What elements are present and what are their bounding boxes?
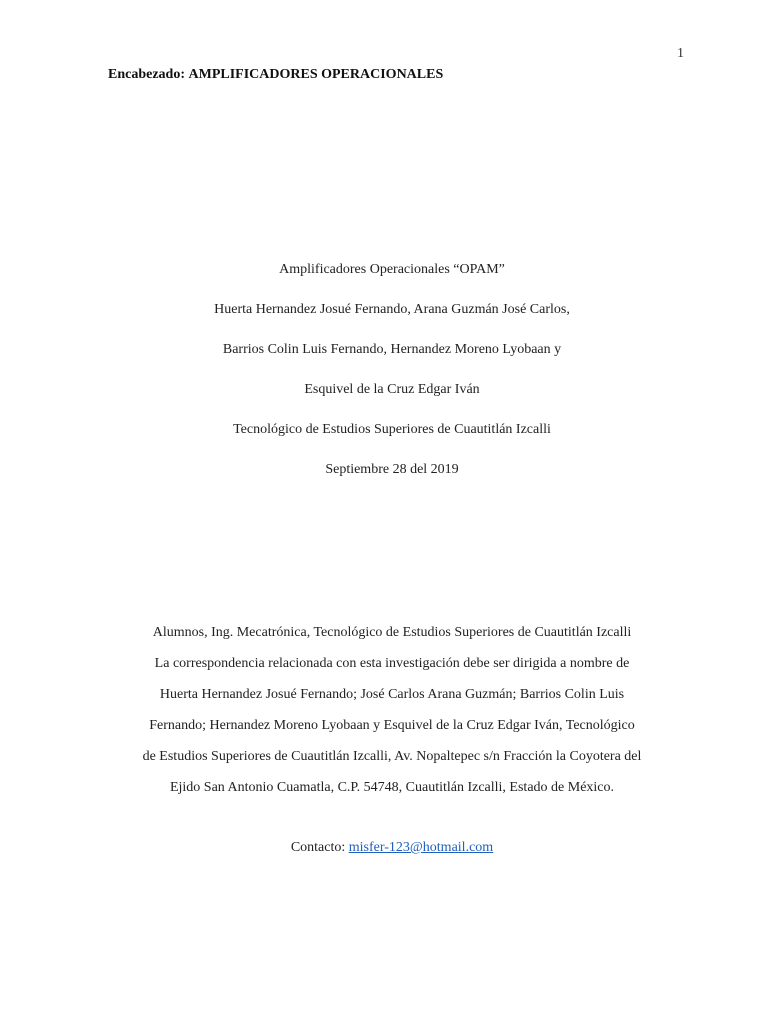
institution: Tecnológico de Estudios Superiores de Cuautitlán Izcalli <box>233 422 551 437</box>
author-note-line: Fernando; Hernandez Moreno Lyobaan y Esquivel de la Cruz Edgar Iván, Tecnológico <box>149 718 635 733</box>
running-head <box>108 67 443 83</box>
date: Septiembre 28 del 2019 <box>325 462 459 477</box>
authors-line-1: Huerta Hernandez Josué Fernando, Arana Guzmán José Carlos, <box>214 302 570 317</box>
author-note-line: La correspondencia relacionada con esta investigación debe ser dirigida a nombre de <box>154 656 630 671</box>
authors-line-2: Barrios Colin Luis Fernando, Hernandez Moreno Lyobaan y <box>222 342 562 357</box>
contact-line <box>100 836 684 860</box>
title-block <box>100 258 684 498</box>
author-note-line: Huerta Hernandez Josué Fernando; José Carlos Arana Guzmán; Barrios Colin Luis <box>159 687 625 702</box>
authors-line-3: Esquivel de la Cruz Edgar Iván <box>304 382 480 397</box>
author-note <box>100 621 684 807</box>
author-note-line: Alumnos, Ing. Mecatrónica, Tecnológico de Estudios Superiores de Cuautitlán Izcalli <box>152 625 632 640</box>
running-head-title: AMPLIFICADORES OPERACIONALES <box>188 67 444 82</box>
running-head-label: Encabezado: <box>108 67 185 82</box>
page-number: 1 <box>677 46 684 61</box>
author-note-line: Ejido San Antonio Cuamatla, C.P. 54748, Cuautitlán Izcalli, Estado de México. <box>169 780 615 795</box>
author-note-line: de Estudios Superiores de Cuautitlán Izcalli, Av. Nopaltepec s/n Fracción la Coyotera del <box>142 749 642 764</box>
contact-email-link[interactable]: misfer-123@hotmail.com <box>348 840 494 855</box>
contact-label: Contacto: <box>290 840 346 855</box>
paper-title: Amplificadores Operacionales “OPAM” <box>279 262 505 277</box>
